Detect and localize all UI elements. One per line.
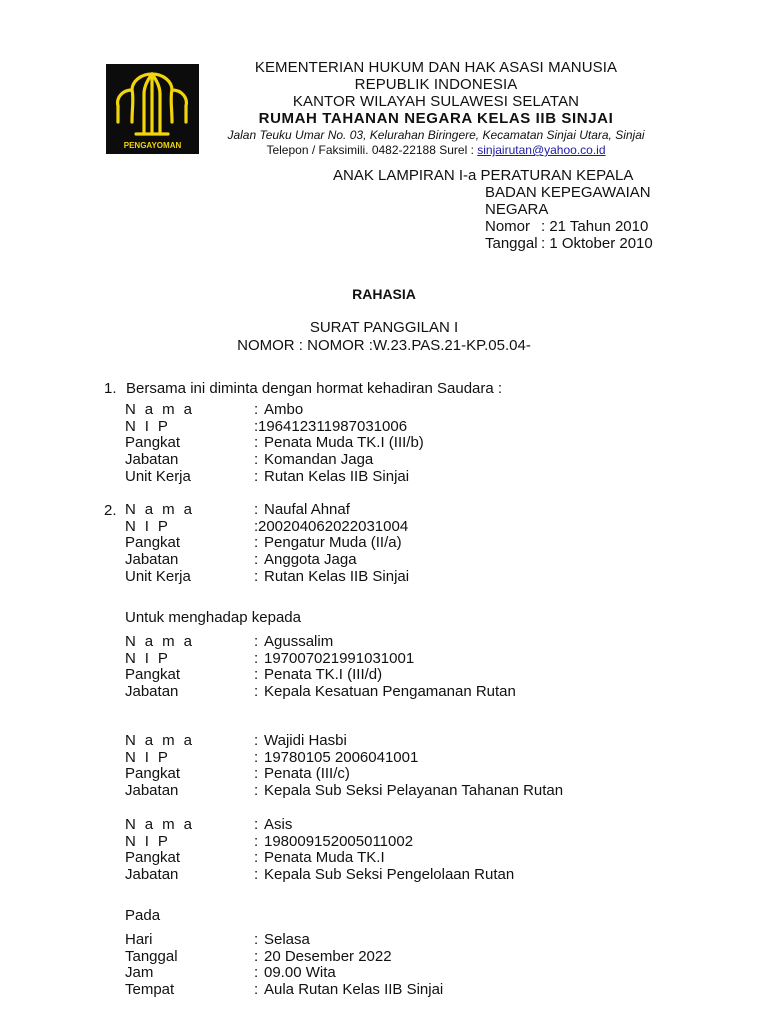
person-2-fields bbox=[125, 502, 409, 585]
lampiran-line-3: NEGARA bbox=[485, 201, 549, 218]
field-row bbox=[125, 402, 424, 419]
pengayoman-emblem-icon bbox=[106, 64, 199, 154]
field-value-hari: Selasa bbox=[264, 931, 310, 948]
field-row bbox=[125, 733, 563, 750]
field-label-pangkat: Pangkat bbox=[125, 534, 181, 552]
item-2-number: 2. bbox=[104, 502, 117, 519]
field-colon: : bbox=[254, 633, 259, 650]
field-value-unit: Rutan Kelas IIB Sinjai bbox=[264, 567, 410, 585]
field-colon: : bbox=[254, 649, 259, 667]
letterhead bbox=[206, 59, 666, 158]
field-value-nama: Wajidi Hasbi bbox=[264, 732, 347, 749]
field-row bbox=[125, 817, 514, 834]
field-colon: : bbox=[254, 567, 259, 585]
field-colon: : bbox=[254, 782, 259, 800]
institution-name: RUMAH TAHANAN NEGARA KELAS IIB SINJAI bbox=[258, 110, 614, 127]
field-value-nama: Agussalim bbox=[264, 633, 334, 650]
field-row bbox=[125, 469, 424, 486]
field-label-pangkat: Pangkat bbox=[125, 849, 181, 867]
field-value-unit: Rutan Kelas IIB Sinjai bbox=[264, 467, 410, 485]
field-row bbox=[125, 750, 563, 767]
classification: RAHASIA bbox=[352, 286, 416, 302]
field-label-nama: N a m a bbox=[125, 816, 195, 833]
pengayoman-logo bbox=[106, 64, 199, 154]
field-value-nip: 19780105 2006041001 bbox=[264, 748, 419, 766]
field-colon: : bbox=[254, 417, 259, 435]
item-1-text: Bersama ini diminta dengan hormat kehadiran Saudara : bbox=[126, 380, 503, 397]
field-row bbox=[125, 982, 443, 999]
lampiran-tanggal bbox=[333, 235, 653, 252]
field-colon: : bbox=[254, 832, 259, 850]
field-value-pangkat: Penata (III/c) bbox=[264, 765, 350, 783]
field-colon: : bbox=[254, 849, 259, 867]
lampiran-line-2: BADAN KEPEGAWAIAN bbox=[485, 184, 651, 201]
country-name: REPUBLIK INDONESIA bbox=[354, 76, 518, 93]
field-colon: : bbox=[254, 981, 259, 999]
field-value-jabatan: Kepala Kesatuan Pengamanan Rutan bbox=[264, 683, 516, 701]
field-label-nip: N I P bbox=[125, 417, 171, 435]
field-colon: : bbox=[254, 467, 259, 485]
field-colon: : bbox=[254, 666, 259, 684]
field-label-jabatan: Jabatan bbox=[125, 782, 179, 800]
field-value-nama: Ambo bbox=[264, 401, 304, 418]
field-label-nama: N a m a bbox=[125, 401, 195, 418]
field-value-nip: 200204062022031004 bbox=[258, 517, 409, 535]
person-1-fields bbox=[125, 402, 424, 485]
field-row bbox=[125, 949, 443, 966]
lampiran-tanggal-label: Tanggal bbox=[485, 235, 538, 252]
field-colon: : bbox=[254, 748, 259, 766]
field-row bbox=[125, 667, 516, 684]
field-colon: : bbox=[254, 866, 259, 884]
field-value-nip: 198009152005011002 bbox=[264, 832, 414, 850]
field-label-jabatan: Jabatan bbox=[125, 866, 179, 884]
field-row bbox=[125, 850, 514, 867]
field-value-jam: 09.00 Wita bbox=[264, 964, 336, 982]
field-label-jam: Jam bbox=[125, 964, 154, 982]
field-colon: : bbox=[254, 964, 259, 982]
field-value-nip: 197007021991031001 bbox=[264, 649, 415, 667]
field-value-nama: Asis bbox=[264, 816, 293, 833]
field-colon: : bbox=[254, 732, 259, 749]
field-colon: : bbox=[254, 931, 259, 948]
contact-line bbox=[206, 143, 666, 158]
field-label-unit: Unit Kerja bbox=[125, 467, 191, 485]
field-row bbox=[125, 634, 516, 651]
field-value-nama: Naufal Ahnaf bbox=[264, 501, 350, 518]
field-label-nama: N a m a bbox=[125, 501, 195, 518]
field-label-jabatan: Jabatan bbox=[125, 451, 179, 469]
ministry-name: KEMENTERIAN HUKUM DAN HAK ASASI MANUSIA bbox=[254, 59, 618, 76]
field-value-pangkat: Penata Muda TK.I bbox=[264, 849, 385, 867]
lampiran-nomor bbox=[333, 218, 653, 235]
official-1-fields bbox=[125, 634, 516, 701]
field-label-jabatan: Jabatan bbox=[125, 683, 179, 701]
field-label-tanggal: Tanggal bbox=[125, 947, 178, 965]
field-value-pangkat: Penata Muda TK.I (III/b) bbox=[264, 434, 424, 452]
field-label-hari: Hari bbox=[125, 931, 153, 948]
field-value-pangkat: Penata TK.I (III/d) bbox=[264, 666, 383, 684]
lampiran-nomor-value: : 21 Tahun 2010 bbox=[541, 218, 649, 235]
address: Jalan Teuku Umar No. 03, Kelurahan Biringere, Kecamatan Sinjai Utara, Sinjai bbox=[227, 128, 645, 142]
logo-caption: PENGAYOMAN bbox=[123, 141, 182, 150]
schedule-fields bbox=[125, 932, 443, 999]
field-row bbox=[125, 783, 563, 800]
field-colon: : bbox=[254, 947, 259, 965]
item-1-number: 1. bbox=[104, 380, 117, 397]
field-row bbox=[125, 519, 409, 536]
official-2-fields bbox=[125, 733, 563, 800]
contact-text: Telepon / Faksimili. 0482-22188 Surel : bbox=[266, 143, 478, 157]
field-label-nip: N I P bbox=[125, 748, 171, 766]
field-colon: : bbox=[254, 765, 259, 783]
email-link[interactable]: sinjairutan@yahoo.co.id bbox=[477, 143, 606, 157]
field-row bbox=[125, 435, 424, 452]
regional-office: KANTOR WILAYAH SULAWESI SELATAN bbox=[292, 93, 580, 110]
official-3-fields bbox=[125, 817, 514, 884]
field-value-jabatan: Anggota Jaga bbox=[264, 551, 357, 569]
field-row bbox=[125, 834, 514, 851]
field-colon: : bbox=[254, 501, 259, 518]
field-row bbox=[125, 651, 516, 668]
field-label-nip: N I P bbox=[125, 832, 171, 850]
field-colon: : bbox=[254, 683, 259, 701]
pada-heading: Pada bbox=[125, 907, 161, 924]
menghadap-heading: Untuk menghadap kepada bbox=[125, 609, 301, 626]
field-colon: : bbox=[254, 401, 259, 418]
field-row bbox=[125, 452, 424, 469]
field-row bbox=[125, 535, 409, 552]
field-label-nama: N a m a bbox=[125, 633, 195, 650]
field-colon: : bbox=[254, 551, 259, 569]
field-row bbox=[125, 965, 443, 982]
field-colon: : bbox=[254, 517, 259, 535]
field-row bbox=[125, 932, 443, 949]
field-value-nip: 196412311987031006 bbox=[258, 417, 408, 435]
field-value-jabatan: Kepala Sub Seksi Pengelolaan Rutan bbox=[264, 866, 515, 884]
field-row bbox=[125, 419, 424, 436]
field-colon: : bbox=[254, 434, 259, 452]
field-value-tempat: Aula Rutan Kelas IIB Sinjai bbox=[264, 981, 444, 999]
letter-number: NOMOR : NOMOR :W.23.PAS.21-KP.05.04- bbox=[237, 337, 531, 354]
field-row bbox=[125, 766, 563, 783]
field-value-jabatan: Komandan Jaga bbox=[264, 451, 374, 469]
field-label-unit: Unit Kerja bbox=[125, 567, 191, 585]
letter-title: SURAT PANGGILAN I bbox=[309, 319, 459, 336]
field-row bbox=[125, 569, 409, 586]
lampiran-nomor-label: Nomor bbox=[485, 218, 531, 235]
field-colon: : bbox=[254, 534, 259, 552]
field-label-pangkat: Pangkat bbox=[125, 765, 181, 783]
field-row bbox=[125, 552, 409, 569]
field-label-pangkat: Pangkat bbox=[125, 666, 181, 684]
field-colon: : bbox=[254, 816, 259, 833]
field-value-pangkat: Pengatur Muda (II/a) bbox=[264, 534, 402, 552]
field-label-nama: N a m a bbox=[125, 732, 195, 749]
lampiran-tanggal-value: : 1 Oktober 2010 bbox=[541, 235, 653, 252]
lampiran-block bbox=[333, 167, 653, 252]
item-1-intro bbox=[104, 380, 502, 397]
field-value-tanggal: 20 Desember 2022 bbox=[264, 947, 392, 965]
field-label-nip: N I P bbox=[125, 517, 171, 535]
field-value-jabatan: Kepala Sub Seksi Pelayanan Tahanan Rutan bbox=[264, 782, 564, 800]
field-label-nip: N I P bbox=[125, 649, 171, 667]
lampiran-line-1: ANAK LAMPIRAN I-a PERATURAN KEPALA bbox=[333, 167, 634, 184]
field-row bbox=[125, 502, 409, 519]
field-row bbox=[125, 867, 514, 884]
field-label-tempat: Tempat bbox=[125, 981, 175, 999]
field-colon: : bbox=[254, 451, 259, 469]
field-label-pangkat: Pangkat bbox=[125, 434, 181, 452]
field-label-jabatan: Jabatan bbox=[125, 551, 179, 569]
field-row bbox=[125, 684, 516, 701]
